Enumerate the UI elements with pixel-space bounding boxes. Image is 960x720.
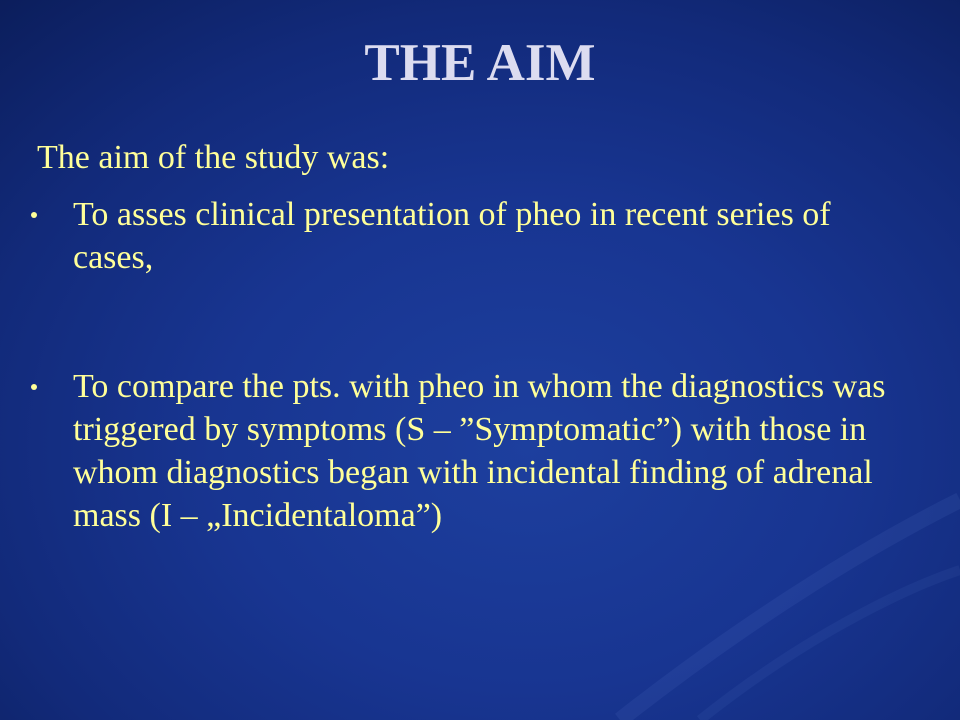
bullet-item bbox=[37, 193, 917, 279]
bullet-text: To compare the pts. with pheo in whom the diagnostics was triggered by symptoms (S – ”Symptomatic”) with those in whom diagnostics began with incidental finding of adrenal mass (I – „Incidentaloma”) bbox=[73, 368, 886, 534]
bullet-list bbox=[37, 193, 917, 537]
bullet-dot-icon bbox=[31, 212, 37, 218]
bullet-item bbox=[37, 365, 917, 537]
slide-title: THE AIM bbox=[364, 34, 596, 92]
bullet-dot-icon bbox=[31, 384, 37, 390]
bullet-text: To asses clinical presentation of pheo in recent series of cases, bbox=[73, 196, 831, 276]
intro-text: The aim of the study was: bbox=[37, 139, 390, 176]
slide-body bbox=[37, 136, 917, 537]
